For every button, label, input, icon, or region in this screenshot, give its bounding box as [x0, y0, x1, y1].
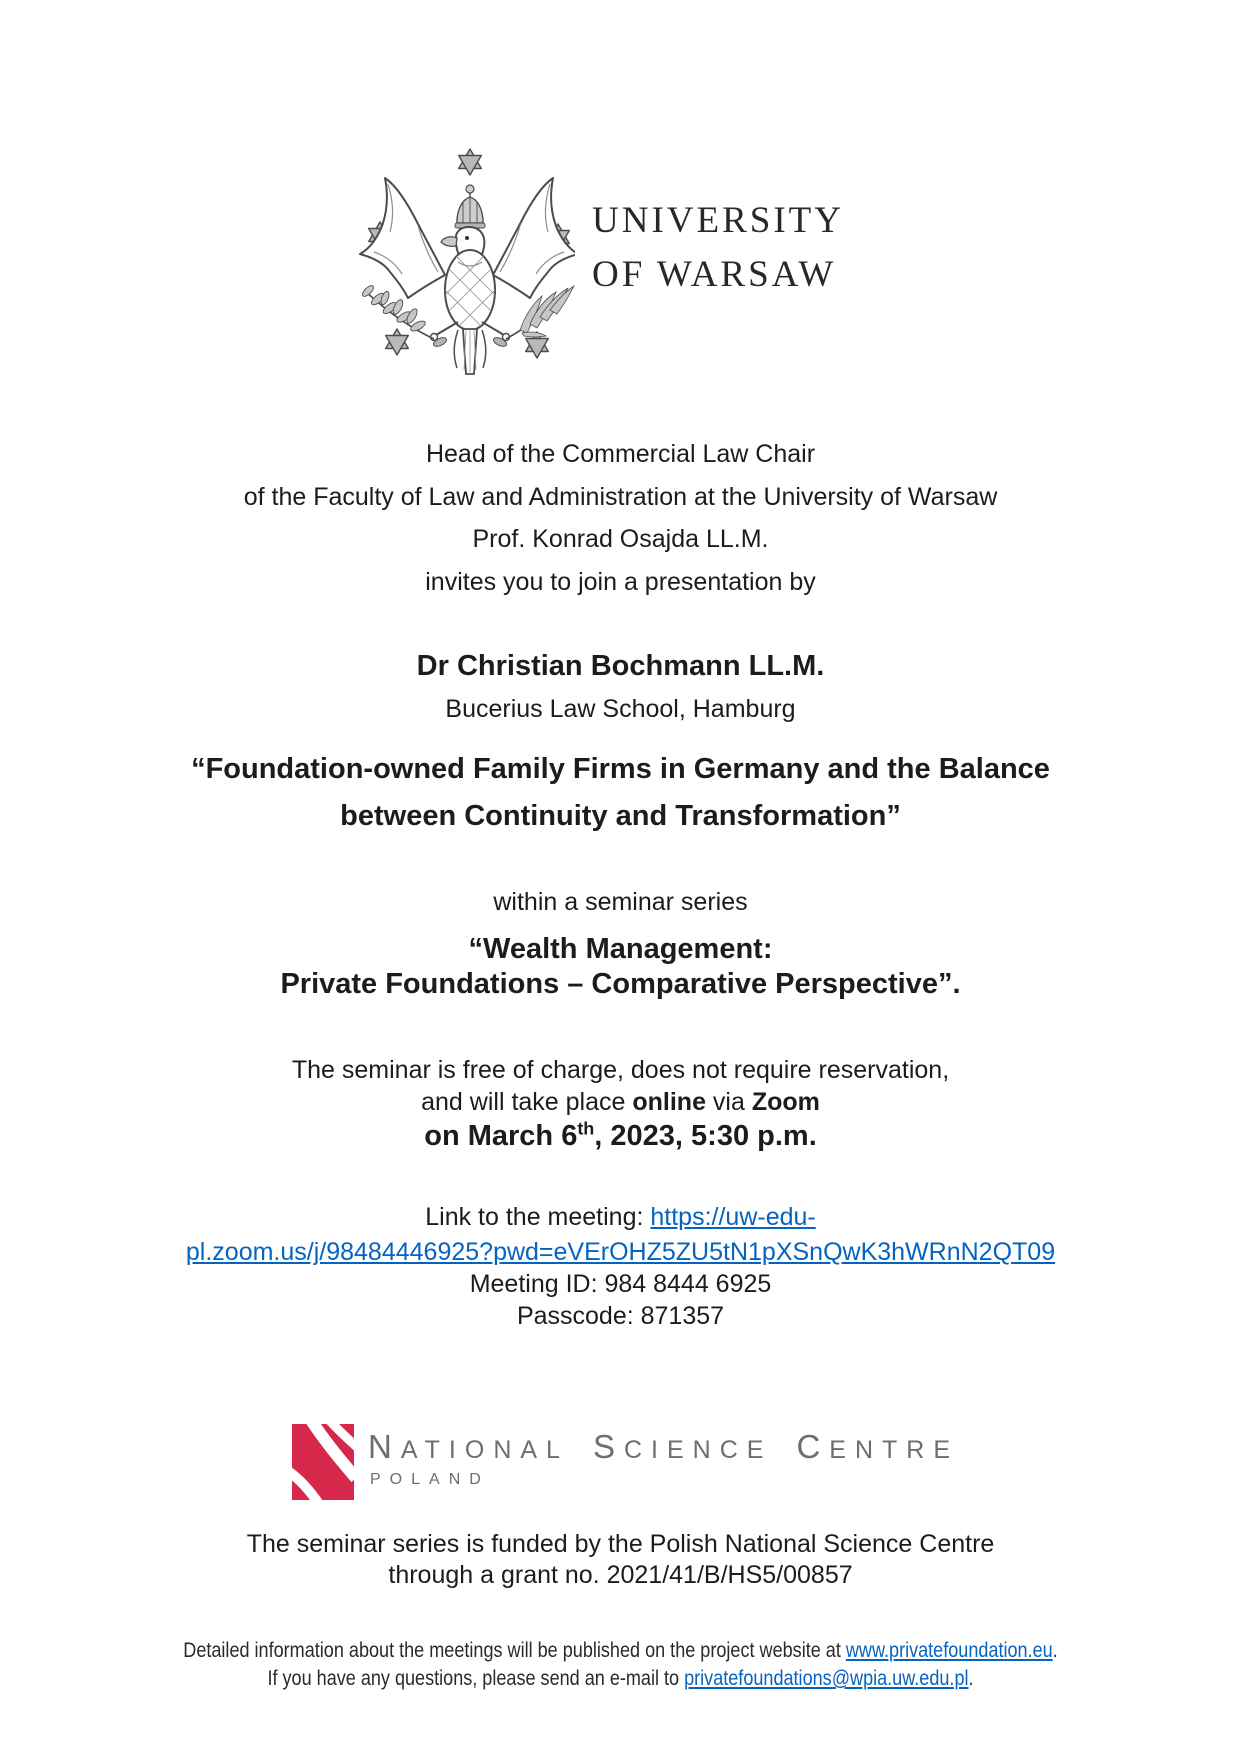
ncn-logo: [368, 1428, 959, 1489]
ncn-word-science: SCIENCE: [592, 1428, 773, 1465]
ncn-wordmark: [368, 1428, 959, 1466]
details-zoom-bold: Zoom: [751, 1088, 820, 1116]
details-line1: The seminar is free of charge, does not require reservation,: [291, 1056, 950, 1084]
speaker-name: Dr Christian Bochmann LL.M.: [416, 650, 825, 682]
footer-line1-text: Detailed information about the meetings will be published on the project website at: [183, 1639, 846, 1662]
meeting-link-line1: [0, 1203, 1241, 1232]
series-title-line1: “Wealth Management:: [468, 933, 773, 965]
project-website-link[interactable]: www.privatefoundation.eu: [845, 1639, 1053, 1662]
date-post: , 2023, 5:30 p.m.: [594, 1120, 817, 1152]
meeting-passcode-line: Passcode: 871357: [516, 1302, 725, 1330]
intro-line-2: of the Faculty of Law and Administration at the University of Warsaw: [243, 483, 998, 511]
footer-line1-period: .: [1052, 1639, 1058, 1662]
contact-email-link[interactable]: privatefoundations@wpia.uw.edu.pl: [684, 1667, 969, 1690]
meeting-link-line2: [0, 1238, 1241, 1267]
footer-line2-period: .: [968, 1667, 974, 1690]
meeting-id-line: Meeting ID: 984 8444 6925: [469, 1270, 772, 1298]
zoom-meeting-link-part2[interactable]: pl.zoom.us/j/98484446925?pwd=eVErOHZ5ZU5tN1pXSnQwK3hWRnN2QT09: [185, 1238, 1056, 1266]
details-line2-mid: via: [705, 1088, 752, 1116]
intro-line-1: Head of the Commercial Law Chair: [425, 440, 816, 468]
zoom-meeting-link-part1[interactable]: https://uw-edu-: [650, 1203, 816, 1231]
footer-line2: [87, 1667, 1154, 1691]
date-ordinal-sup: th: [577, 1118, 595, 1139]
ncn-logo-mark: [292, 1424, 354, 1500]
meeting-link-label: Link to the meeting:: [425, 1203, 651, 1231]
series-intro: within a seminar series: [493, 888, 748, 916]
uw-wordmark-line1: UNIVERSITY: [592, 200, 844, 241]
date-pre: on March 6: [424, 1120, 578, 1152]
funding-line2: through a grant no. 2021/41/B/HS5/00857: [388, 1561, 853, 1589]
talk-title-line2: between Continuity and Transformation”: [340, 800, 901, 832]
uw-wordmark: [592, 194, 844, 302]
uw-eagle-emblem: [330, 140, 575, 378]
speaker-affiliation: Bucerius Law School, Hamburg: [445, 695, 796, 723]
ncn-word-national: NATIONAL: [368, 1428, 569, 1465]
ncn-word-centre: CENTRE: [796, 1428, 960, 1465]
talk-title-line1: “Foundation-owned Family Firms in Germany and the Balance: [191, 753, 1050, 785]
details-date-line: [0, 1120, 1241, 1153]
uw-wordmark-line2: OF WARSAW: [592, 254, 837, 295]
details-line2: [0, 1088, 1241, 1117]
details-line2-pre: and will take place: [421, 1088, 633, 1116]
footer-line2-text: If you have any questions, please send an e-mail to: [267, 1667, 685, 1690]
funding-line1: The seminar series is funded by the Polish National Science Centre: [246, 1530, 995, 1558]
details-online-bold: online: [632, 1088, 706, 1116]
series-title-line2: Private Foundations – Comparative Perspective”.: [280, 968, 961, 1000]
intro-line-3: Prof. Konrad Osajda LL.M.: [472, 525, 769, 553]
ncn-poland-label: POLAND: [370, 1471, 490, 1488]
intro-line-4: invites you to join a presentation by: [425, 568, 816, 596]
footer-line1: [87, 1639, 1154, 1663]
